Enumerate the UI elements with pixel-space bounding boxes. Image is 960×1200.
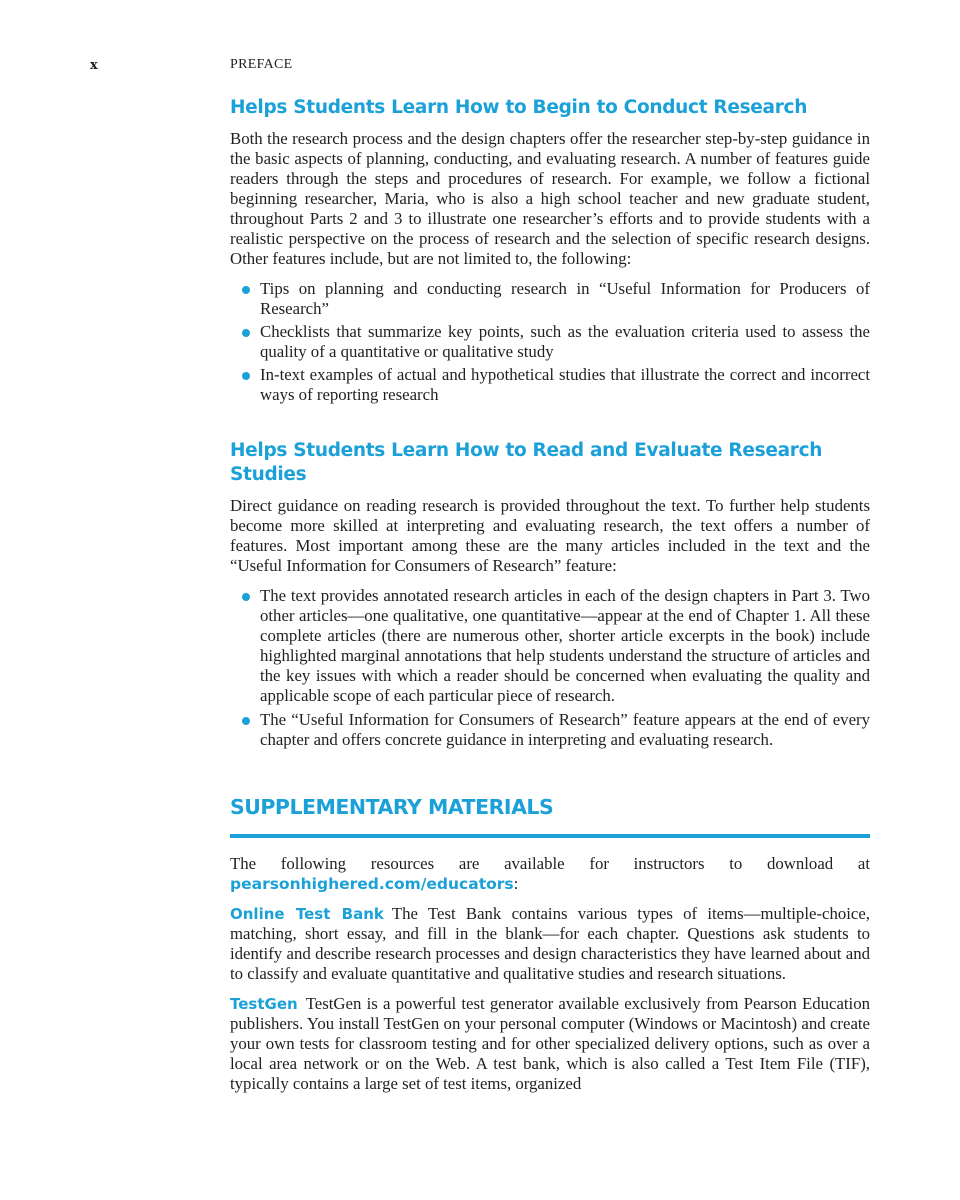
bullet-list [230,279,870,405]
bullet-icon [242,717,250,725]
list-item-text: In-text examples of actual and hypothetical studies that illustrate the correct and incorrect ways of reporting research [260,365,870,404]
bullet-list [230,586,870,750]
running-head: PREFACE [230,57,293,72]
list-item [230,365,870,405]
testgen-text: TestGen is a powerful test generator available exclusively from Pearson Education publishers. You install TestGen on your personal computer (Windows or Macintosh) and create your own tests for classroom testing and for other specialized delivery options, such as over a local area network or on the Web. A test bank, which is also called a Test Item File (TIF), typically contains a large set of test items, organized [230,994,870,1093]
heading-rule [230,834,870,838]
educators-link[interactable]: pearsonhighered.com/educators [230,875,514,893]
resources-intro-end: : [513,874,519,893]
section-heading-read-evaluate: Helps Students Learn How to Read and Evaluate Research Studies [230,440,823,485]
list-item-text: The text provides annotated research articles in each of the design chapters in Part 3. Two other articles—one qualitative, one quantitative—appear at the end of Chapter 1. All these complete articles (there are numerous other, shorter article excerpts in the book) include highlighted marginal annotations that help students understand the structure of articles and the key issues with which a reader should be concerned when evaluating the quality and applicable scope of each particular piece of research. [260,586,870,705]
list-item [230,322,870,362]
test-bank-text: The Test Bank contains various types of items—multiple-choice, matching, short essay, and fill in the blank—for each chapter. Questions ask students to identify and describe research processes and design characteristics they have learned about and to classify and evaluate quantitative and qualitative studies and research situations. [230,904,871,983]
page-content [230,96,870,1094]
test-bank-paragraph [230,904,870,984]
testgen-label: TestGen [230,995,298,1013]
testgen-paragraph [230,994,870,1094]
section-paragraph: Both the research process and the design chapters offer the researcher step-by-step guidance in the basic aspects of planning, conducting, and evaluating research. A number of features guide readers through the steps and procedures of research. For example, we follow a fictional beginning researcher, Maria, who is also a high school teacher and new graduate student, throughout Parts 2 and 3 to illustrate one researcher’s efforts and to provide students with a realistic perspective on the process of research and the selection of specific research designs. Other features include, but are not limited to, the following: [230,129,870,268]
resources-intro [230,854,870,894]
list-item [230,279,870,319]
page-number: x [90,58,98,73]
list-item [230,710,870,750]
list-item [230,586,870,706]
list-item-text: Checklists that summarize key points, such as the evaluation criteria used to assess the quality of a quantitative or qualitative study [260,322,870,361]
list-item-text: The “Useful Information for Consumers of Research” feature appears at the end of every chapter and offers concrete guidance in interpreting and evaluating research. [260,710,870,749]
test-bank-label: Online Test Bank [230,905,384,923]
bullet-icon [242,372,250,380]
section-paragraph: Direct guidance on reading research is provided throughout the text. To further help students become more skilled at interpreting and evaluating research, the text offers a number of features. Most important among these are the many articles included in the text and the “Useful Information for Consumers of Research” feature: [230,496,870,575]
bullet-icon [242,593,250,601]
list-item-text: Tips on planning and conducting research in “Useful Information for Producers of Research” [260,279,870,318]
supplementary-materials-heading: SUPPLEMENTARY MATERIALS [230,795,554,819]
resources-intro-text: The following resources are available for instructors to download at [230,854,870,873]
bullet-icon [242,286,250,294]
section-heading-begin-research: Helps Students Learn How to Begin to Conduct Research [230,97,808,118]
bullet-icon [242,329,250,337]
